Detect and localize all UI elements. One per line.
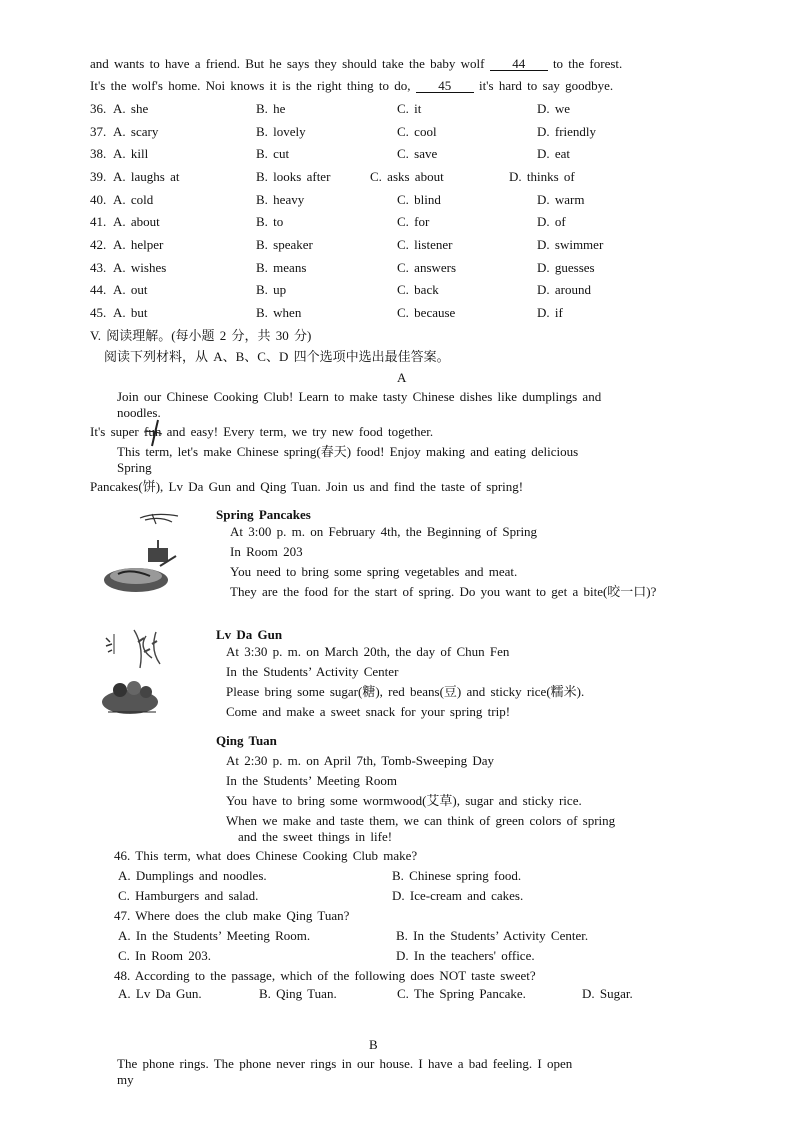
question-stem: 46. This term, what does Chinese Cooking Club make? <box>114 848 418 863</box>
event-detail-line: and the sweet things in life! <box>238 829 393 844</box>
event-title: Spring Pancakes <box>216 507 311 522</box>
cloze-text: it's hard to say goodbye. <box>478 78 614 93</box>
option-c[interactable]: C. cool <box>397 124 437 139</box>
option-c[interactable]: C. it <box>397 101 422 116</box>
question-stem: 47. Where does the club make Qing Tuan? <box>114 908 350 923</box>
option-d[interactable]: D. Ice-cream and cakes. <box>392 888 524 903</box>
question-number: 36. <box>90 101 107 116</box>
section-heading: V. 阅读理解。(每小题 2 分，共 30 分) <box>90 328 312 343</box>
cloze-blank-44: 44 <box>490 57 548 71</box>
option-b[interactable]: B. looks after <box>256 169 331 184</box>
option-b[interactable]: B. to <box>256 214 284 229</box>
lv-da-gun-illustration <box>100 628 172 720</box>
cloze-line-2 <box>90 78 613 94</box>
option-b[interactable]: B. speaker <box>256 237 313 252</box>
option-d[interactable]: D. around <box>537 282 591 297</box>
option-c[interactable]: C. answers <box>397 260 457 275</box>
option-c[interactable]: C. save <box>397 146 438 161</box>
option-b[interactable]: B. Chinese spring food. <box>392 868 522 883</box>
option-d[interactable]: D. guesses <box>537 260 595 275</box>
option-a[interactable]: A. cold <box>113 192 154 207</box>
option-a[interactable]: A. laughs at <box>113 169 180 184</box>
cloze-line-1 <box>90 56 622 72</box>
event-detail-line: They are the food for the start of spring. Do you want to get a bite(咬一口)? <box>230 584 657 599</box>
passage-a-intro-line: noodles. <box>117 405 161 420</box>
event-detail-line: Come and make a sweet snack for your spring trip! <box>226 704 511 719</box>
option-d[interactable]: D. friendly <box>537 124 597 139</box>
option-c[interactable]: C. The Spring Pancake. <box>397 986 526 1001</box>
event-detail-line: Please bring some sugar(糖), red beans(豆) and sticky rice(糯米). <box>226 684 585 699</box>
option-c[interactable]: C. Hamburgers and salad. <box>118 888 259 903</box>
event-detail-line: In the Students’ Meeting Room <box>226 773 397 788</box>
option-a[interactable]: A. she <box>113 101 149 116</box>
option-c[interactable]: C. In Room 203. <box>118 948 212 963</box>
cloze-text: It's the wolf's home. Noi knows it is the right thing to do, <box>90 78 411 93</box>
option-b[interactable]: B. up <box>256 282 287 297</box>
option-b[interactable]: B. means <box>256 260 307 275</box>
question-stem: 48. According to the passage, which of the following does NOT taste sweet? <box>114 968 536 983</box>
decor-stroke-icon <box>140 418 170 448</box>
passage-a-intro-line: Join our Chinese Cooking Club! Learn to make tasty Chinese dishes like dumplings and <box>117 389 602 404</box>
option-a[interactable]: A. Dumplings and noodles. <box>118 868 267 883</box>
option-b[interactable]: B. he <box>256 101 286 116</box>
passage-b-line: my <box>117 1072 134 1087</box>
option-c[interactable]: C. asks about <box>370 169 444 184</box>
event-detail-line: At 3:30 p. m. on March 20th, the day of Chun Fen <box>226 644 510 659</box>
event-detail-line: You have to bring some wormwood(艾草), sugar and sticky rice. <box>226 793 582 808</box>
option-d[interactable]: D. In the teachers' office. <box>396 948 535 963</box>
option-d[interactable]: D. of <box>537 214 566 229</box>
option-a[interactable]: A. about <box>113 214 160 229</box>
event-detail-line: When we make and taste them, we can think of green colors of spring <box>226 813 616 828</box>
option-d[interactable]: D. we <box>537 101 571 116</box>
option-d[interactable]: D. if <box>537 305 563 320</box>
option-a[interactable]: A. Lv Da Gun. <box>118 986 202 1001</box>
spring-pancake-illustration <box>100 510 180 600</box>
option-c[interactable]: C. listener <box>397 237 453 252</box>
option-c[interactable]: C. because <box>397 305 456 320</box>
option-d[interactable]: D. Sugar. <box>582 986 633 1001</box>
option-d[interactable]: D. eat <box>537 146 571 161</box>
section-instruction: 阅读下列材料，从 A、B、C、D 四个选项中选出最佳答案。 <box>104 349 450 364</box>
event-detail-line: At 2:30 p. m. on April 7th, Tomb-Sweeping Day <box>226 753 494 768</box>
option-b[interactable]: B. lovely <box>256 124 306 139</box>
question-number: 43. <box>90 260 107 275</box>
option-d[interactable]: D. warm <box>537 192 585 207</box>
question-number: 45. <box>90 305 107 320</box>
option-c[interactable]: C. back <box>397 282 439 297</box>
event-detail-line: In Room 203 <box>230 544 303 559</box>
passage-a-intro-line: This term, let's make Chinese spring(春天) food! Enjoy making and eating delicious <box>117 444 579 459</box>
option-c[interactable]: C. blind <box>397 192 441 207</box>
question-number: 42. <box>90 237 107 252</box>
question-number: 41. <box>90 214 107 229</box>
option-a[interactable]: A. out <box>113 282 148 297</box>
option-a[interactable]: A. but <box>113 305 148 320</box>
passage-a-intro-line: It's super fun and easy! Every term, we try new food together. <box>90 424 434 439</box>
passage-a-label: A <box>397 370 407 385</box>
option-d[interactable]: D. thinks of <box>509 169 575 184</box>
event-detail-line: In the Students’ Activity Center <box>226 664 399 679</box>
option-b[interactable]: B. In the Students’ Activity Center. <box>396 928 589 943</box>
cloze-blank-45: 45 <box>416 79 474 93</box>
question-number: 39. <box>90 169 107 184</box>
event-detail-line: You need to bring some spring vegetables and meat. <box>230 564 518 579</box>
option-a[interactable]: A. wishes <box>113 260 167 275</box>
event-title: Qing Tuan <box>216 733 277 748</box>
question-number: 44. <box>90 282 107 297</box>
cloze-text: to the forest. <box>552 56 623 71</box>
option-a[interactable]: A. helper <box>113 237 164 252</box>
event-detail-line: At 3:00 p. m. on February 4th, the Beginning of Spring <box>230 524 538 539</box>
option-b[interactable]: B. when <box>256 305 302 320</box>
option-a[interactable]: A. scary <box>113 124 159 139</box>
passage-a-intro-line: Pancakes(饼), Lv Da Gun and Qing Tuan. Join us and find the taste of spring! <box>90 479 524 494</box>
option-d[interactable]: D. swimmer <box>537 237 604 252</box>
passage-b-line: The phone rings. The phone never rings in our house. I have a bad feeling. I open <box>117 1056 573 1071</box>
passage-b-label: B <box>369 1037 378 1052</box>
option-a[interactable]: A. kill <box>113 146 149 161</box>
question-number: 38. <box>90 146 107 161</box>
passage-a-intro-line: Spring <box>117 460 152 475</box>
question-number: 37. <box>90 124 107 139</box>
cloze-text: and wants to have a friend. But he says they should take the baby wolf <box>90 56 485 71</box>
question-number: 40. <box>90 192 107 207</box>
option-b[interactable]: B. Qing Tuan. <box>259 986 337 1001</box>
event-title: Lv Da Gun <box>216 627 283 642</box>
option-c[interactable]: C. for <box>397 214 430 229</box>
option-a[interactable]: A. In the Students’ Meeting Room. <box>118 928 311 943</box>
option-b[interactable]: B. cut <box>256 146 290 161</box>
option-b[interactable]: B. heavy <box>256 192 305 207</box>
